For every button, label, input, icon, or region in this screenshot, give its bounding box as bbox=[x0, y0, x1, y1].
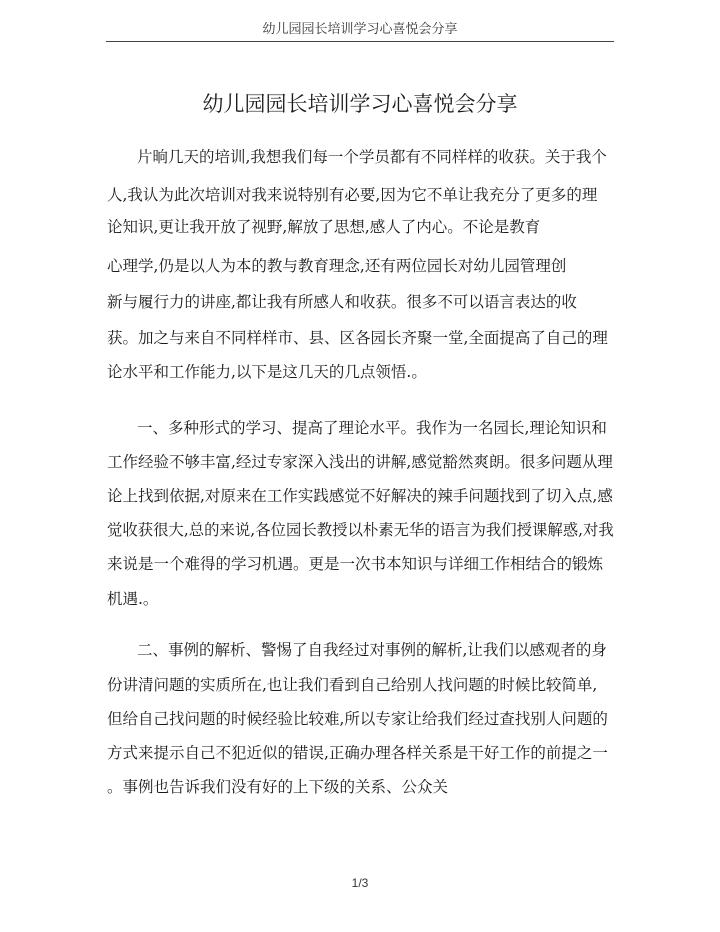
running-header: 幼儿园园长培训学习心喜悦会分享 bbox=[262, 22, 458, 37]
page-number: 1/3 bbox=[351, 876, 369, 890]
text-line: 份讲清问题的实质所在,也让我们看到自己给别人找问题的时候比较简单, bbox=[107, 676, 598, 694]
text-line: 来说是一个难得的学习机遇。更是一次书本知识与详细工作相结合的锻炼 bbox=[107, 555, 604, 573]
text-line: 心理学,仍是以人为本的教与教育理念,还有两位园长对幼儿园管理创 bbox=[107, 257, 567, 275]
text-line: 人,我认为此次培训对我来说特别有必要,因为它不单让我充分了更多的理 bbox=[107, 186, 598, 204]
text-line: 工作经验不够丰富,经过专家深入浅出的讲解,感觉豁然爽朗。很多问题从理 bbox=[107, 453, 613, 471]
text-line: 觉收获很大,总的来说,各位园长教授以朴素无华的语言为我们授课解惑,对我 bbox=[107, 521, 614, 539]
text-line: 二、事例的解析、警惕了自我经过对事例的解析,让我们以感观者的身 bbox=[137, 641, 607, 659]
text-line: 片晌几天的培训,我想我们每一个学员都有不同样样的收获。关于我个 bbox=[137, 148, 607, 166]
text-line: 方式来提示自己不犯近似的错误,正确办理各样关系是干好工作的前提之一 bbox=[107, 744, 608, 762]
text-line: 获。加之与来自不同样样市、县、区各园长齐聚一堂,全面提高了自己的理 bbox=[107, 329, 608, 347]
text-line: 论上找到依据,对原来在工作实践感觉不好解决的辣手问题找到了切入点,感 bbox=[107, 487, 613, 505]
header-rule bbox=[106, 41, 614, 42]
text-line: 论知识,更让我开放了视野,解放了思想,感人了内心。不论是教育 bbox=[107, 218, 541, 236]
document-title: 幼儿园园长培训学习心喜悦会分享 bbox=[202, 92, 518, 116]
text-line: 论水平和工作能力,以下是这几天的几点领悟.。 bbox=[107, 363, 427, 381]
text-line: 一、多种形式的学习、提高了理论水平。我作为一名园长,理论知识和 bbox=[137, 419, 607, 437]
text-line: 。事例也告诉我们没有好的上下级的关系、公众关 bbox=[107, 778, 449, 796]
text-line: 但给自己找问题的时候经验比较难,所以专家让给我们经过查找别人问题的 bbox=[107, 710, 608, 728]
text-line: 机遇.。 bbox=[107, 590, 159, 608]
text-line: 新与履行力的讲座,都让我有所感人和收获。很多不可以语言表达的收 bbox=[107, 293, 577, 311]
